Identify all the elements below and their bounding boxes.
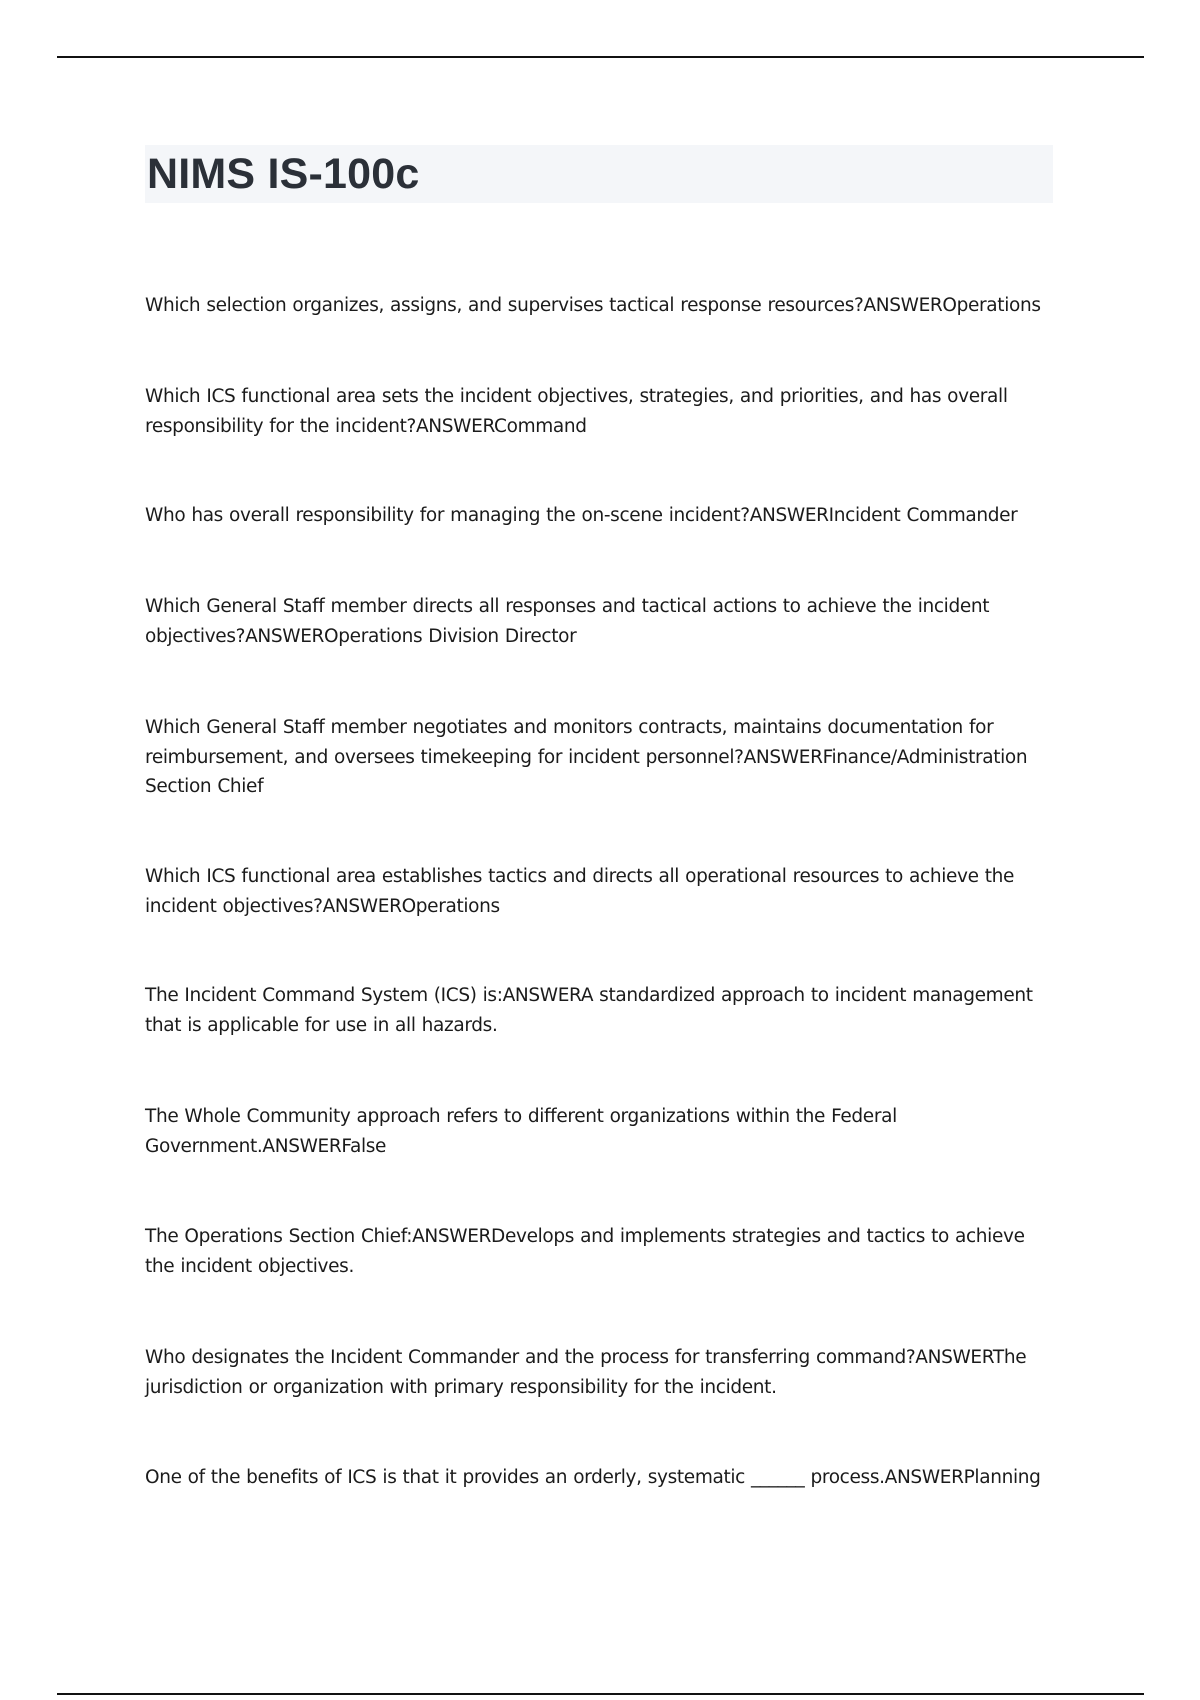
top-rule xyxy=(57,56,1144,58)
page-title: NIMS IS-100c xyxy=(147,150,420,198)
qa-entry-8: The Whole Community approach refers to different organizations within the Federal Government.ANSWERFalse xyxy=(145,1106,897,1157)
qa-entry-6: Which ICS functional area establishes tactics and directs all operational resources to achieve the incident objectives?ANSWEROperations xyxy=(145,866,1015,917)
qa-entry-3: Who has overall responsibility for managing the on-scene incident?ANSWERIncident Commander xyxy=(145,505,1018,526)
bottom-rule xyxy=(57,1693,1144,1695)
qa-entry-5: Which General Staff member negotiates and monitors contracts, maintains documentation for reimbursement, and oversees timekeeping for incident personnel?ANSWERFinance/Administration Section Chief xyxy=(145,717,1028,797)
qa-entry-9: The Operations Section Chief:ANSWERDevelops and implements strategies and tactics to achieve the incident objectives. xyxy=(145,1226,1025,1277)
qa-entry-2: Which ICS functional area sets the incident objectives, strategies, and priorities, and has overall responsibility for the incident?ANSWERCommand xyxy=(145,386,1008,437)
qa-entry-1: Which selection organizes, assigns, and supervises tactical response resources?ANSWEROperations xyxy=(145,295,1041,316)
qa-entry-4: Which General Staff member directs all responses and tactical actions to achieve the incident objectives?ANSWEROperations Division Director xyxy=(145,596,990,647)
qa-entry-11: One of the benefits of ICS is that it provides an orderly, systematic ______ process.ANSWERPlanning xyxy=(145,1467,1041,1488)
qa-entry-10: Who designates the Incident Commander and the process for transferring command?ANSWERThe jurisdiction or organization with primary responsibility for the incident. xyxy=(145,1347,1027,1398)
qa-entry-7: The Incident Command System (ICS) is:ANSWERA standardized approach to incident management that is applicable for use in all hazards. xyxy=(145,985,1033,1036)
